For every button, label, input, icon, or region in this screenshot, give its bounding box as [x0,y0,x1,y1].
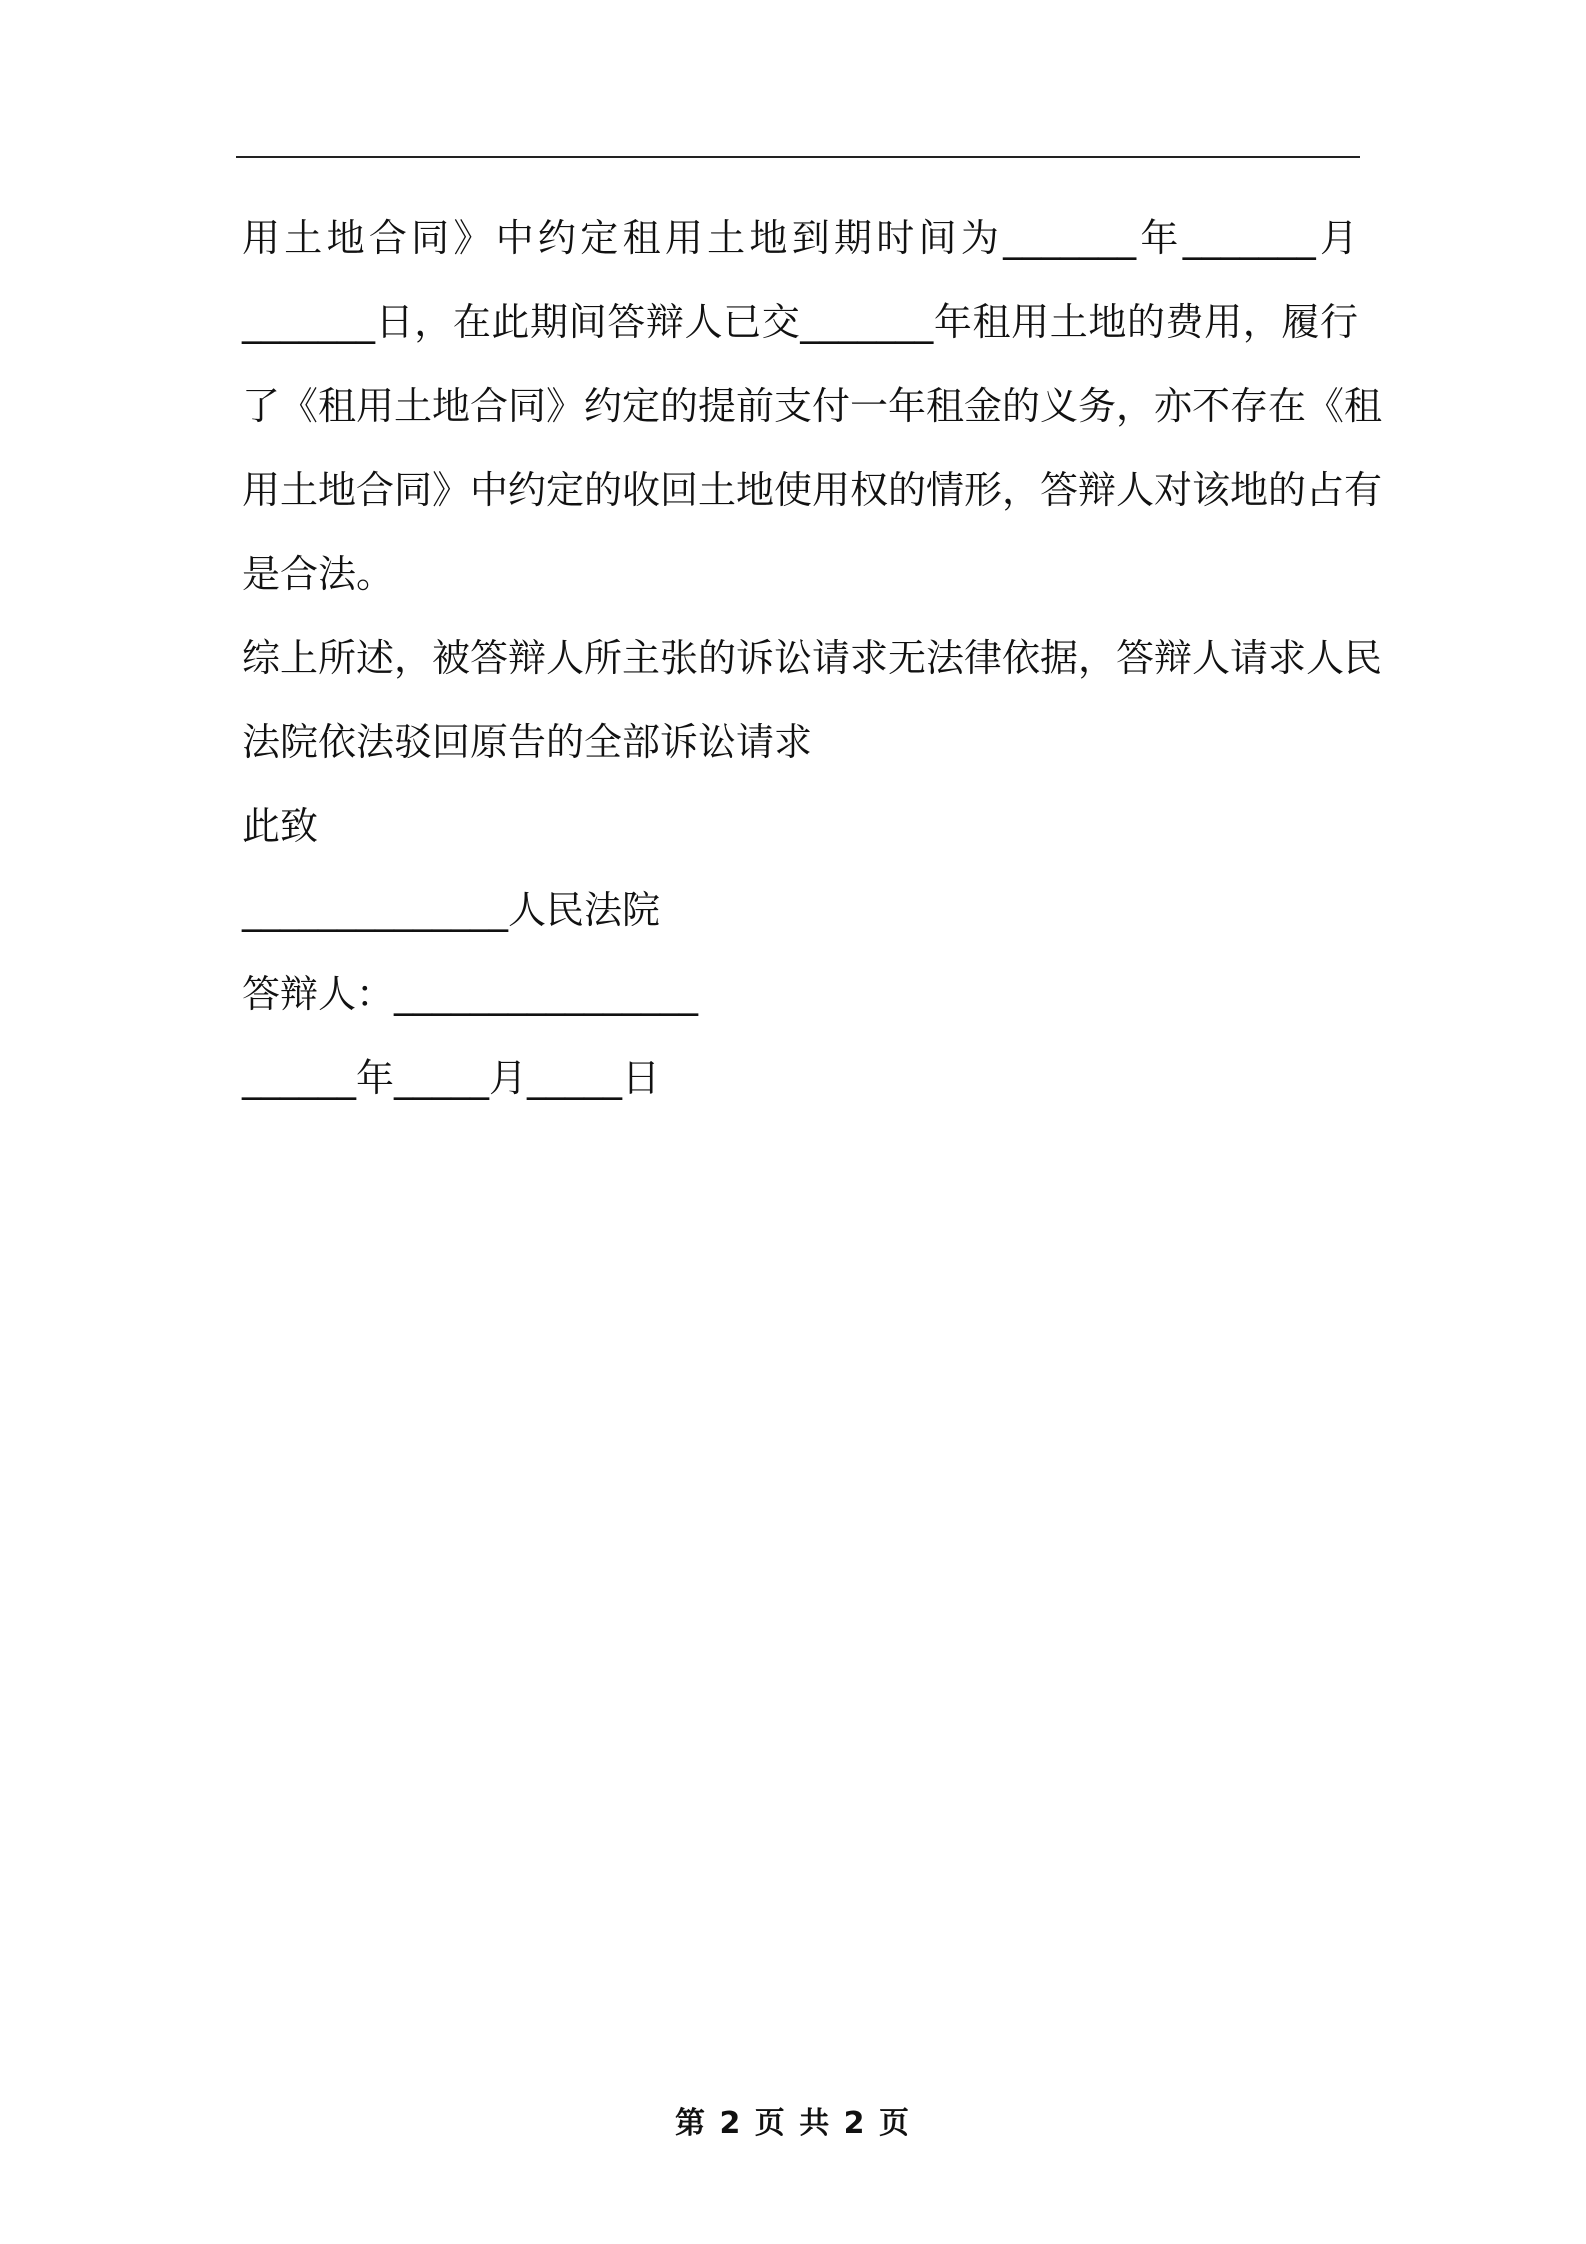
paragraph-line: 是合法。 [242,552,395,596]
header-rule [236,156,1360,158]
respondent-signature-line: 答辩人：________________ [242,972,699,1016]
court-line: ______________人民法院 [242,888,661,932]
document-body [242,196,1383,1120]
paragraph-2 [242,616,1383,784]
paragraph-line: 综上所述，被答辩人所主张的诉讼请求无法律依据，答辩人请求人民 [242,636,1383,680]
paragraph-line: 用土地合同》中约定租用土地到期时间为_______年_______月 [242,216,1358,260]
page-number: 第 2 页 共 2 页 [675,2106,911,2141]
paragraph-1 [242,196,1383,616]
closing-salutation: 此致 [242,804,319,848]
paragraph-line: _______日，在此期间答辩人已交_______年租用土地的费用，履行 [242,300,1358,344]
paragraph-line: 用土地合同》中约定的收回土地使用权的情形，答辩人对该地的占有 [242,468,1383,512]
paragraph-line: 了《租用土地合同》约定的提前支付一年租金的义务，亦不存在《租 [242,384,1383,428]
date-line: ______年_____月_____日 [242,1056,661,1100]
paragraph-line: 法院依法驳回原告的全部诉讼请求 [242,720,813,764]
